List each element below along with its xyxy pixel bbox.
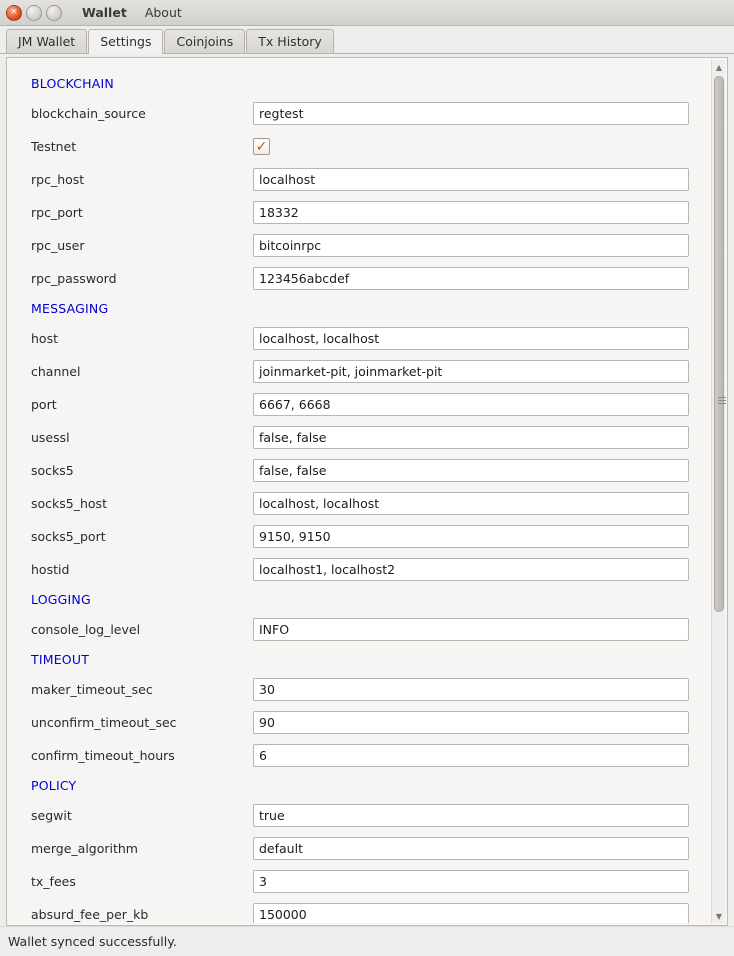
setting-input[interactable]: 30 — [253, 678, 689, 701]
setting-label: socks5_port — [31, 529, 106, 544]
setting-label: console_log_level — [31, 622, 141, 637]
setting-input[interactable]: 90 — [253, 711, 689, 734]
setting-row — [9, 454, 709, 487]
setting-input[interactable]: bitcoinrpc — [253, 234, 689, 257]
section-header: MESSAGING — [31, 301, 109, 316]
section-header: LOGGING — [31, 592, 91, 607]
setting-checkbox-wrap — [253, 138, 709, 155]
minimize-icon[interactable] — [26, 5, 42, 21]
setting-input[interactable]: localhost — [253, 168, 689, 191]
scrollbar-thumb[interactable] — [714, 76, 724, 612]
settings-scroll-area — [9, 60, 709, 923]
tab-bar — [0, 26, 734, 54]
setting-input[interactable]: 6667, 6668 — [253, 393, 689, 416]
setting-input[interactable]: localhost, localhost — [253, 327, 689, 350]
setting-label: rpc_user — [31, 238, 85, 253]
menu-item-wallet[interactable]: Wallet — [82, 5, 127, 20]
setting-label: port — [31, 397, 57, 412]
section-header: TIMEOUT — [31, 652, 90, 667]
scroll-down-icon[interactable]: ▼ — [715, 911, 723, 921]
setting-input[interactable]: 9150, 9150 — [253, 525, 689, 548]
setting-label: segwit — [31, 808, 72, 823]
setting-row — [9, 739, 709, 772]
setting-input[interactable]: 6 — [253, 744, 689, 767]
maximize-icon[interactable] — [46, 5, 62, 21]
tab-settings[interactable]: Settings — [88, 29, 163, 54]
tab-jm-wallet[interactable]: JM Wallet — [6, 29, 87, 53]
setting-row — [9, 262, 709, 295]
setting-row — [9, 196, 709, 229]
setting-row — [9, 673, 709, 706]
setting-row — [9, 229, 709, 262]
setting-label: rpc_password — [31, 271, 117, 286]
setting-label: blockchain_source — [31, 106, 146, 121]
setting-row — [9, 706, 709, 739]
setting-label: channel — [31, 364, 81, 379]
section-header: BLOCKCHAIN — [31, 76, 114, 91]
setting-row — [9, 97, 709, 130]
setting-row — [9, 865, 709, 898]
close-icon[interactable]: × — [6, 5, 22, 21]
setting-label: tx_fees — [31, 874, 76, 889]
window-controls — [6, 5, 62, 21]
setting-row — [9, 898, 709, 923]
setting-label: absurd_fee_per_kb — [31, 907, 149, 922]
setting-row — [9, 487, 709, 520]
settings-rows — [9, 70, 709, 923]
setting-row — [9, 355, 709, 388]
setting-label: rpc_host — [31, 172, 85, 187]
scroll-up-icon[interactable]: ▲ — [715, 62, 723, 72]
tab-coinjoins[interactable]: Coinjoins — [164, 29, 245, 53]
setting-label: confirm_timeout_hours — [31, 748, 175, 763]
title-bar — [0, 0, 734, 26]
setting-row — [9, 130, 709, 163]
status-bar — [0, 926, 734, 956]
setting-row — [9, 553, 709, 586]
setting-input[interactable]: localhost, localhost — [253, 492, 689, 515]
setting-label: socks5 — [31, 463, 74, 478]
setting-input[interactable]: joinmarket-pit, joinmarket-pit — [253, 360, 689, 383]
scrollbar-grip-icon — [718, 397, 726, 404]
setting-label: maker_timeout_sec — [31, 682, 153, 697]
setting-input[interactable]: true — [253, 804, 689, 827]
setting-input[interactable]: 18332 — [253, 201, 689, 224]
checkbox-icon[interactable]: ✓ — [253, 138, 270, 155]
tab-tx-history[interactable]: Tx History — [246, 29, 333, 53]
setting-label: hostid — [31, 562, 70, 577]
setting-row — [9, 520, 709, 553]
setting-label: usessl — [31, 430, 70, 445]
setting-input[interactable]: 3 — [253, 870, 689, 893]
setting-input[interactable]: false, false — [253, 426, 689, 449]
section-header: POLICY — [31, 778, 77, 793]
settings-panel — [6, 57, 728, 926]
setting-row — [9, 322, 709, 355]
setting-input[interactable]: 123456abcdef — [253, 267, 689, 290]
setting-row — [9, 799, 709, 832]
setting-row — [9, 163, 709, 196]
setting-input[interactable]: INFO — [253, 618, 689, 641]
menu-item-about[interactable]: About — [144, 5, 182, 20]
setting-input[interactable]: false, false — [253, 459, 689, 482]
setting-row — [9, 388, 709, 421]
setting-input[interactable]: 150000 — [253, 903, 689, 923]
setting-input[interactable]: default — [253, 837, 689, 860]
setting-label: merge_algorithm — [31, 841, 138, 856]
status-message: Wallet synced successfully. — [8, 934, 177, 949]
setting-label: host — [31, 331, 58, 346]
setting-row — [9, 613, 709, 646]
menu-bar — [80, 3, 184, 22]
setting-label: rpc_port — [31, 205, 83, 220]
vertical-scrollbar[interactable] — [711, 60, 725, 923]
setting-input[interactable]: regtest — [253, 102, 689, 125]
setting-input[interactable]: localhost1, localhost2 — [253, 558, 689, 581]
setting-label: socks5_host — [31, 496, 107, 511]
setting-label: Testnet — [31, 139, 77, 154]
setting-row — [9, 832, 709, 865]
setting-row — [9, 421, 709, 454]
setting-label: unconfirm_timeout_sec — [31, 715, 177, 730]
